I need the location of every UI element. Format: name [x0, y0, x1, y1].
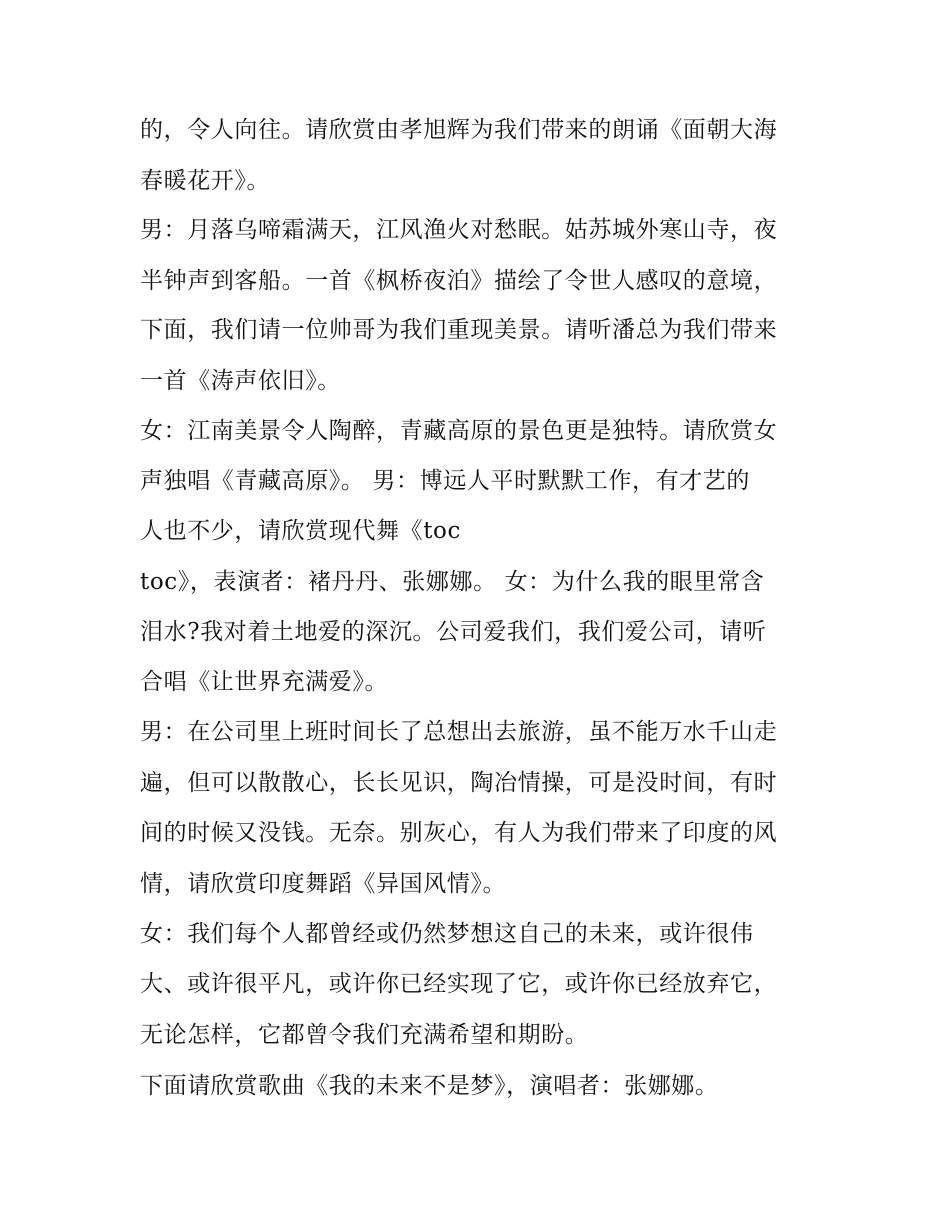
- text-line: 遍，但可以散散心，长长见识，陶冶情操，可是没时间，有时: [140, 770, 778, 796]
- text-line: 大、或许很平凡，或许你已经实现了它，或许你已经放弃它，: [140, 971, 778, 997]
- text-line: 女：我们每个人都曾经或仍然梦想这自己的未来，或许很伟: [140, 921, 754, 947]
- text-line: 的，令人向往。请欣赏由孝旭辉为我们带来的朗诵《面朝大海: [140, 117, 778, 143]
- text-line: 人也不少，请欣赏现代舞《toc: [140, 518, 461, 544]
- text-line: 男：在公司里上班时间长了总想出去旅游，虽不能万水千山走: [140, 719, 778, 745]
- text-line: 声独唱《青藏高原》。 男：博远人平时默默工作，有才艺的: [140, 468, 751, 494]
- text-line: 男：月落乌啼霜满天，江风渔火对愁眠。姑苏城外寒山寺，夜: [140, 217, 778, 243]
- text-line: 情，请欣赏印度舞蹈《异国风情》。: [140, 871, 507, 897]
- text-line: 一首《涛声依旧》。: [140, 368, 341, 394]
- text-line: 女：江南美景令人陶醉，青藏高原的景色更是独特。请欣赏女: [140, 418, 778, 444]
- text-line: 合唱《让世界充满爱》。: [140, 669, 389, 695]
- text-line: 无论怎样，它都曾令我们充满希望和期盼。: [140, 1022, 589, 1048]
- text-line: 下面，我们请一位帅哥为我们重现美景。请听潘总为我们带来: [140, 317, 778, 343]
- text-line: toc》，表演者：褚丹丹、张娜娜。 女：为什么我的眼里常含: [140, 569, 765, 595]
- text-line: 间的时候又没钱。无奈。别灰心，有人为我们带来了印度的风: [140, 820, 778, 846]
- text-line: 春暖花开》。: [140, 168, 271, 194]
- text-line: 下面请欣赏歌曲《我的未来不是梦》，演唱者：张娜娜。: [140, 1073, 719, 1099]
- text-line: 半钟声到客船。一首《枫桥夜泊》描绘了令世人感叹的意境，: [140, 268, 778, 294]
- text-line: 泪水?我对着土地爱的深沉。公司爱我们，我们爱公司，请听: [140, 619, 767, 645]
